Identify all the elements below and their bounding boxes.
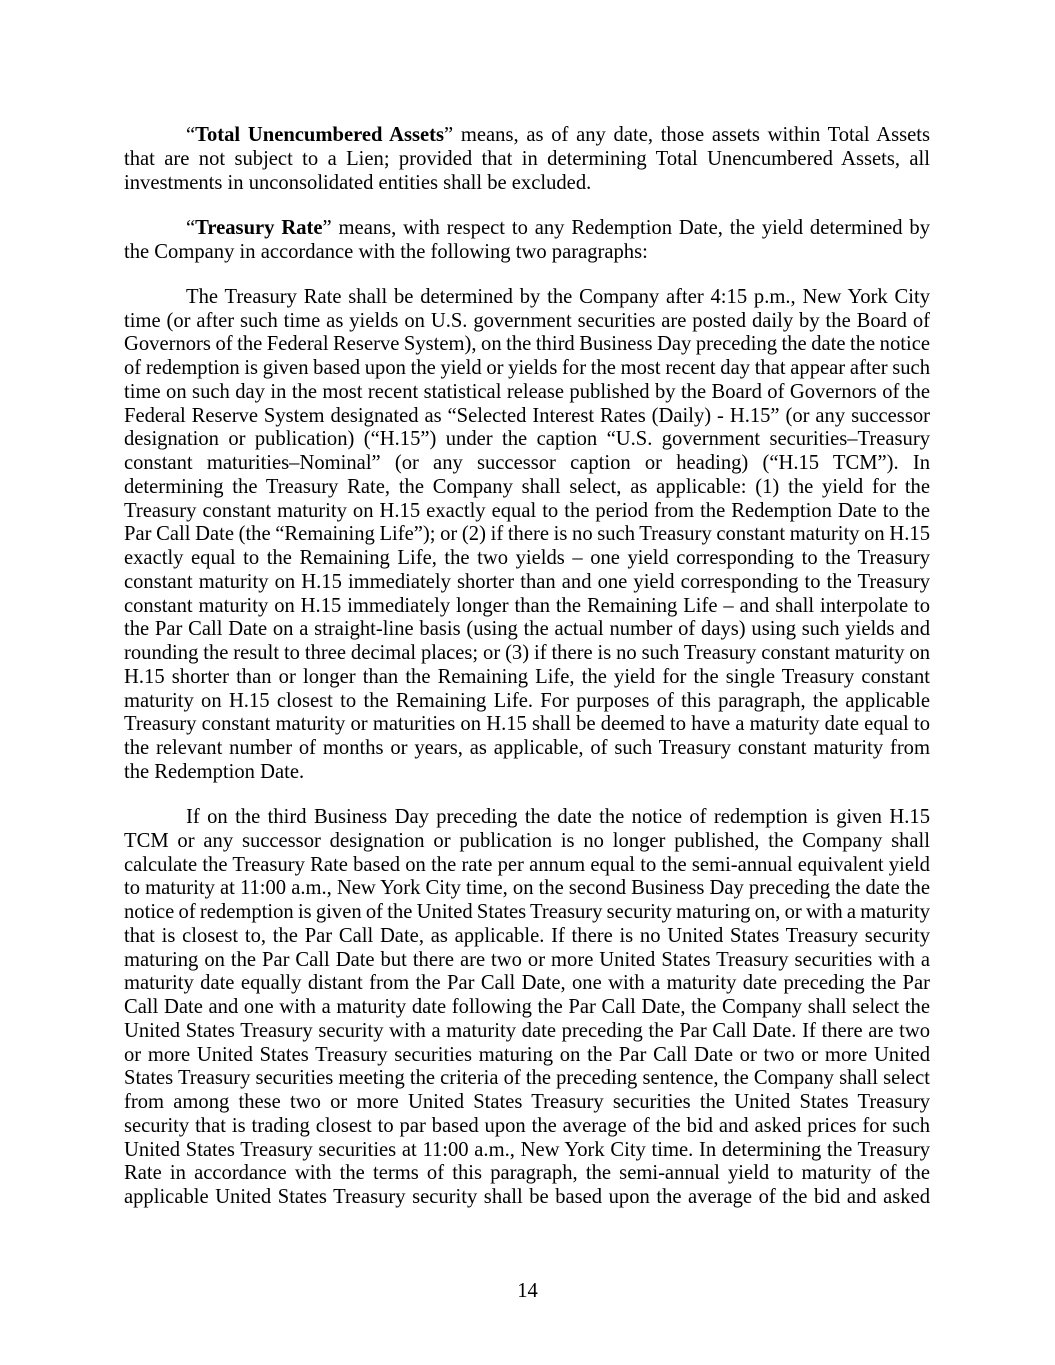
text-line: investments in unconsolidated entities shall be excluded. xyxy=(124,171,592,194)
text-line: designation or publication) (“H.15”) under the caption “U.S. government securities–Treasury xyxy=(124,428,930,451)
paragraph-1 xyxy=(124,124,930,195)
definition-text: ” means, as of any date, those assets within Total Assets xyxy=(444,124,931,146)
text-line: calculate the Treasury Rate based on the rate per annum equal to the semi-annual equivalent yield xyxy=(124,853,930,876)
text-line: applicable United States Treasury security shall be based upon the average of the bid and asked xyxy=(124,1186,930,1208)
document-body xyxy=(124,124,930,1231)
text-line: the Company in accordance with the following two paragraphs: xyxy=(124,240,648,263)
text-line: time (or after such time as yields on U.S. government securities are posted daily by the Board of xyxy=(124,309,930,332)
text-line: maturity date equally distant from the Par Call Date, one with a maturity date preceding the Par xyxy=(124,972,930,995)
text-line: constant maturity on H.15 immediately shorter than and one yield corresponding to the Treasury xyxy=(124,570,930,593)
page-number: 14 xyxy=(517,1280,538,1302)
text-line: United States Treasury security with a maturity date preceding the Par Call Date. If there are two xyxy=(124,1019,930,1042)
text-line: constant maturities–Nominal” (or any successor caption or heading) (“H.15 TCM”). In xyxy=(124,452,930,474)
text-line: TCM or any successor designation or publication is no longer published, the Company shall xyxy=(124,829,930,852)
text-line: security that is trading closest to par based upon the average of the bid and asked prices for such xyxy=(124,1114,930,1137)
text-line: the Redemption Date. xyxy=(124,760,305,783)
definition-line xyxy=(124,124,930,148)
defined-term: Treasury Rate xyxy=(195,216,323,239)
text-line: maturity on H.15 closest to the Remaining Life. For purposes of this paragraph, the applicable xyxy=(124,689,930,712)
text-line: Rate in accordance with the terms of this paragraph, the semi-annual yield to maturity of the xyxy=(124,1162,930,1185)
text-line: Treasury constant maturity or maturities on H.15 shall be deemed to have a maturity date equal to xyxy=(124,713,930,736)
text-line: determining the Treasury Rate, the Company shall select, as applicable: (1) the yield for the xyxy=(124,475,930,498)
text-line: United States Treasury securities at 11:00 a.m., New York City time. In determining the Treasury xyxy=(124,1138,930,1161)
paragraph-2 xyxy=(124,217,930,265)
text-line: If on the third Business Day preceding the date the notice of redemption is given H.15 xyxy=(186,806,930,828)
open-quote: “ xyxy=(186,124,196,146)
text-line: notice of redemption is given of the United States Treasury security maturing on, or with a maturity xyxy=(124,901,930,923)
text-line: that are not subject to a Lien; provided that in determining Total Unencumbered Assets, all xyxy=(124,147,930,170)
text-line: that is closest to, the Par Call Date, as applicable. If there is no United States Treasury security xyxy=(124,924,930,947)
text-line: Federal Reserve System designated as “Selected Interest Rates (Daily) - H.15” (or any successor xyxy=(124,404,930,427)
text-line: or more United States Treasury securities maturing on the Par Call Date or two or more United xyxy=(124,1043,930,1066)
text-line: rounding the result to three decimal places; or (3) if there is no such Treasury constant maturity on xyxy=(124,642,930,664)
definition-text: ” means, with respect to any Redemption Date, the yield determined by xyxy=(322,216,930,239)
text-line: The Treasury Rate shall be determined by the Company after 4:15 p.m., New York City xyxy=(186,285,930,308)
paragraph-3 xyxy=(124,286,930,785)
text-line: Par Call Date (the “Remaining Life”); or (2) if there is no such Treasury constant maturity on H.15 xyxy=(124,523,930,546)
open-quote: “ xyxy=(186,216,196,239)
paragraph-4 xyxy=(124,806,930,1210)
text-line: the Par Call Date on a straight-line basis (using the actual number of days) using such yields and xyxy=(124,618,930,641)
text-line: exactly equal to the Remaining Life, the two yields – one yield corresponding to the Treasury xyxy=(124,547,930,569)
text-line: Treasury constant maturity on H.15 exactly equal to the period from the Redemption Date to the xyxy=(124,499,930,522)
text-line: Governors of the Federal Reserve System), on the third Business Day preceding the date the notice xyxy=(124,333,930,356)
text-line: of redemption is given based upon the yield or yields for the most recent day that appear after such xyxy=(124,357,930,379)
text-line: from among these two or more United States Treasury securities the United States Treasury xyxy=(124,1091,930,1113)
defined-term: Total Unencumbered Assets xyxy=(195,124,444,146)
text-line: States Treasury securities meeting the criteria of the preceding sentence, the Company shall select xyxy=(124,1067,930,1090)
text-line: Call Date and one with a maturity date following the Par Call Date, the Company shall select the xyxy=(124,996,930,1018)
text-line: to maturity at 11:00 a.m., New York City time, on the second Business Day preceding the date the xyxy=(124,877,930,900)
text-line: H.15 shorter than or longer than the Remaining Life, the yield for the single Treasury constant xyxy=(124,665,930,688)
text-line: the relevant number of months or years, as applicable, of such Treasury constant maturity from xyxy=(124,737,930,759)
text-line: maturing on the Par Call Date but there are two or more United States Treasury securities with a xyxy=(124,948,930,971)
text-line: time on such day in the most recent statistical release published by the Board of Governors of the xyxy=(124,380,930,403)
text-line: constant maturity on H.15 immediately longer than the Remaining Life – and shall interpolate to xyxy=(124,594,930,617)
definition-line xyxy=(124,217,930,241)
